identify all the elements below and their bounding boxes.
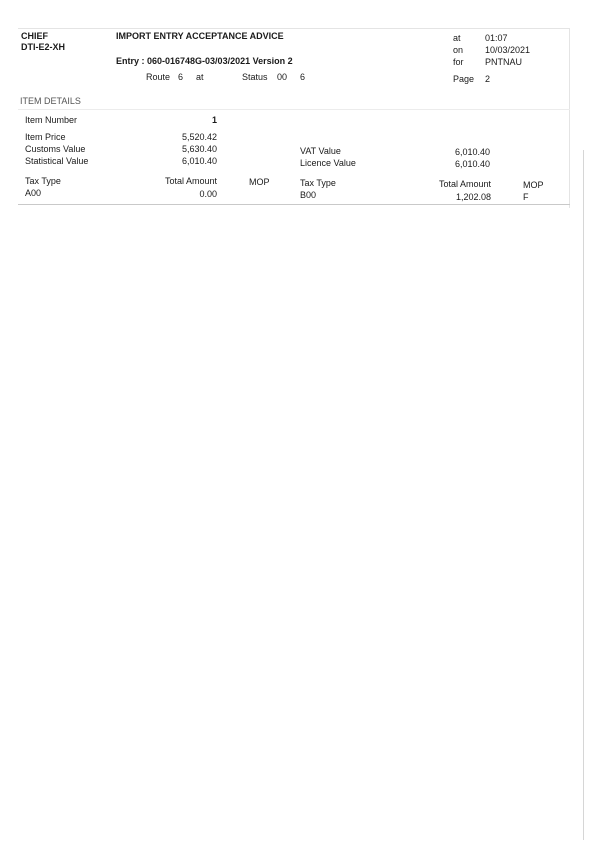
page-edge-box-right	[569, 28, 570, 208]
customs-value-value: 5,630.40	[181, 144, 217, 154]
tax-bottom-rule	[18, 204, 570, 205]
total-amount-right: 1,202.08	[455, 192, 491, 202]
total-amount-header-left: Total Amount	[164, 176, 217, 186]
page-label: Page	[453, 74, 475, 84]
on-label: on	[453, 45, 464, 55]
section-divider	[18, 109, 570, 110]
office-code: DTI-E2-XH	[21, 42, 66, 52]
item-price-label: Item Price	[25, 132, 66, 142]
tax-type-header-left: Tax Type	[25, 176, 61, 186]
status-extra: 6	[300, 72, 306, 82]
mop-right: F	[523, 192, 529, 202]
page-edge-top	[18, 28, 570, 29]
mop-header-right: MOP	[523, 180, 544, 190]
section-title: ITEM DETAILS	[20, 96, 81, 106]
route-value: 6	[178, 72, 184, 82]
system-name: CHIEF	[21, 31, 48, 41]
document-title: IMPORT ENTRY ACCEPTANCE ADVICE	[116, 31, 284, 41]
tax-type-right: B00	[300, 190, 317, 200]
mop-header-left: MOP	[249, 177, 270, 187]
route-label: Route	[146, 72, 171, 82]
on-value: 10/03/2021	[485, 45, 531, 55]
status-label: Status	[242, 72, 268, 82]
at-value: 01:07	[485, 33, 508, 43]
licence-value-label: Licence Value	[300, 158, 356, 168]
tax-type-left: A00	[25, 188, 42, 198]
tax-type-header-right: Tax Type	[300, 178, 336, 188]
vat-value-label: VAT Value	[300, 146, 341, 156]
customs-value-label: Customs Value	[25, 144, 86, 154]
route-at-label: at	[196, 72, 204, 82]
total-amount-header-right: Total Amount	[438, 179, 491, 189]
entry-line: Entry : 060-016748G-03/03/2021 Version 2	[116, 56, 293, 66]
page-value: 2	[485, 74, 491, 84]
statistical-value-label: Statistical Value	[25, 156, 89, 166]
at-label: at	[453, 33, 461, 43]
statistical-value-value: 6,010.40	[181, 156, 217, 166]
status-value: 00	[277, 72, 288, 82]
page-edge-right	[583, 150, 584, 840]
total-amount-left: 0.00	[199, 189, 217, 199]
item-price-value: 5,520.42	[181, 132, 217, 142]
item-number-value: 1	[211, 115, 217, 125]
for-value: PNTNAU	[485, 57, 523, 67]
item-number-label: Item Number	[25, 115, 78, 125]
vat-value-value: 6,010.40	[454, 147, 490, 157]
licence-value-value: 6,010.40	[454, 159, 490, 169]
for-label: for	[453, 57, 464, 67]
